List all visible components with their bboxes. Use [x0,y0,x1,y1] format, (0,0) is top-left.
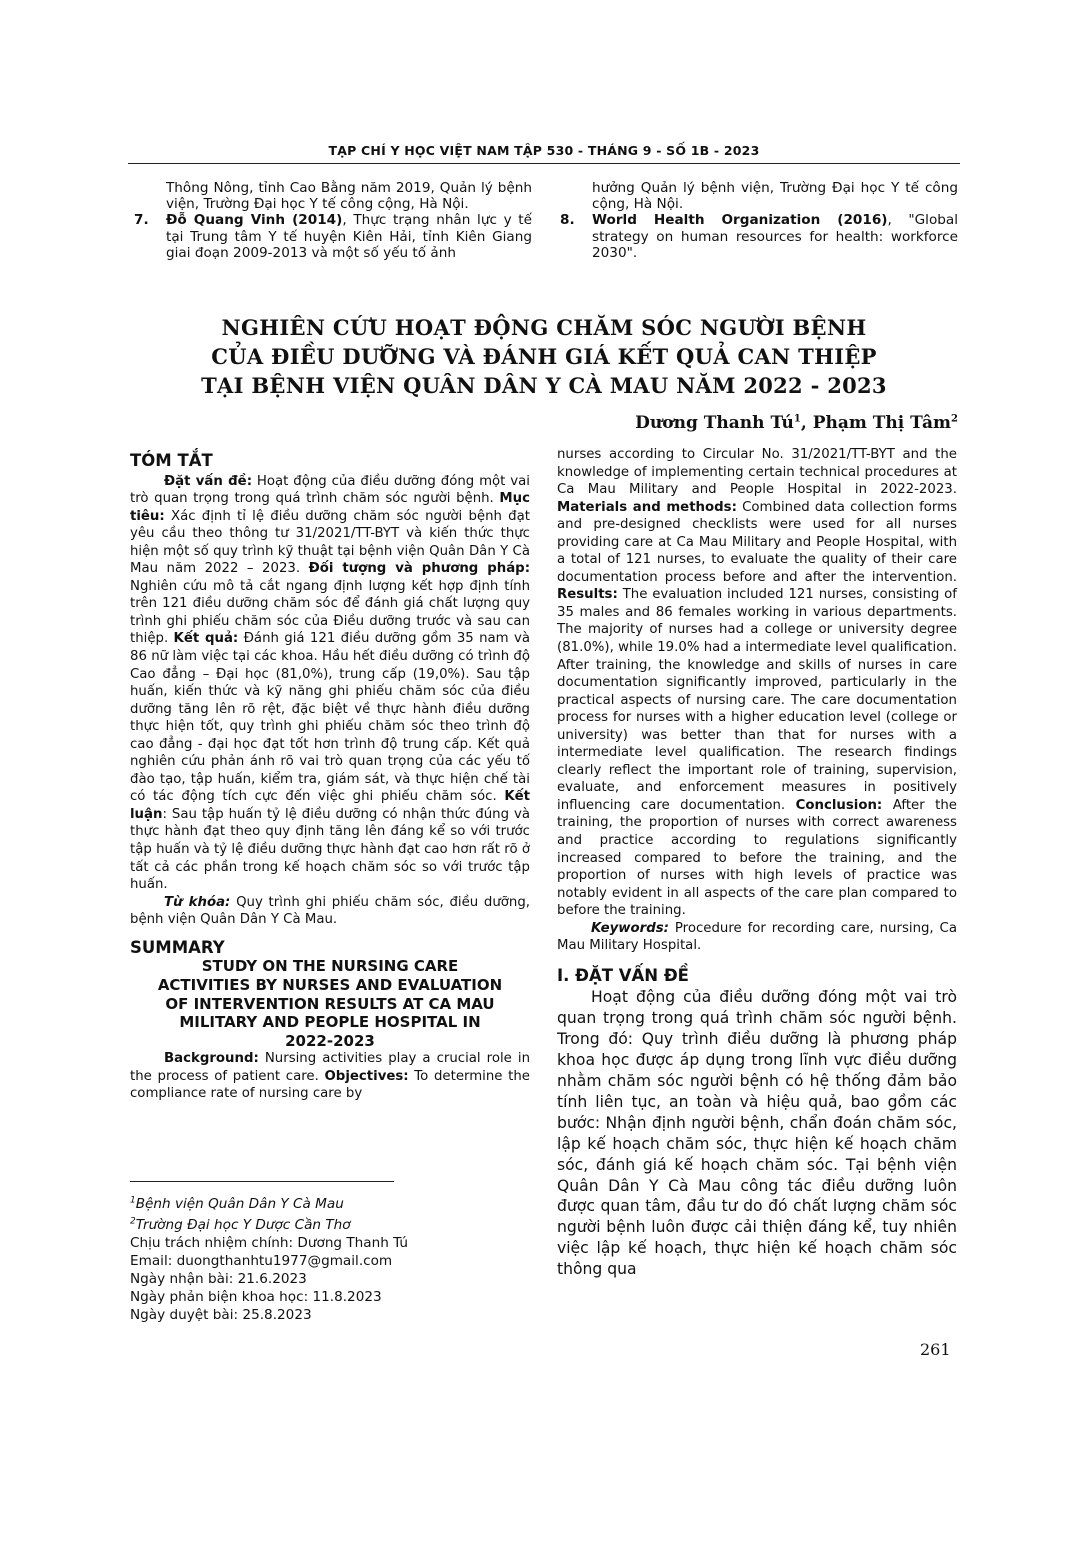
intro-heading: I. ĐẶT VẤN ĐỀ [557,965,689,985]
abstract-keywords: Từ khóa: Quy trình ghi phiếu chăm sóc, điều dưỡng, bệnh viện Quân Dân Y Cà Mau. [130,894,530,928]
summary-paragraph-continued: nurses according to Circular No. 31/2021/TT-BYT and the knowledge of implementing certain technical procedures at Ca Mau Military and People Hospital in 2022-2023. Materials and methods: Combined data collection forms and pre-designed checklists were used for all nurses providing care at Ca Mau Military and People Hospital, with a total of 121 nurses, to evaluate the quality of their care documentation process before and after the intervention. Results: The evaluation included 121 nurses, consisting of 35 males and 86 females working in various departments. The majority of nurses had a college or university degree (81.0%), while 19.0% had a intermediate level qualification. After training, the knowledge and skills of nurses in care documentation significantly improved, particularly in the practical aspects of nursing care. The care documentation process for nurses with a higher education level (college or university) was better than that for nurses with a intermediate level qualification. The research findings clearly reflect the important role of training, supervision, evaluate, and enforcement measures in positively influencing care documentation. Conclusion: After the training, the proportion of nurses with correct awareness and practice according to regulations significantly increased compared to before the training, and the proportion of nurses with high levels of practice was notably evident in all aspects of the care plan compared to before the training. [557,447,958,919]
author-name: Phạm Thị Tâm [812,413,952,433]
left-column [130,452,530,1103]
corresponding-author: Chịu trách nhiệm chính: Dương Thanh Tú [130,1235,409,1252]
references-right [556,180,958,261]
reference-7-continuation: hưởng Quản lý bệnh viện, Trường Đại học Y tế công cộng, Hà Nội. [592,180,958,213]
page-number: 261 [920,1340,951,1359]
date-reviewed: Ngày phản biện khoa học: 11.8.2023 [130,1289,382,1306]
references-left [130,180,532,261]
affiliation-2: $^2$Trường Đại học Y Dược Cần Thơ [130,1216,351,1234]
abstract-paragraph: Đặt vấn đề: Hoạt động của điều dưỡng đóng một vai trò quan trọng trong quá trình chăm sóc người bệnh. Mục tiêu: Xác định tỉ lệ điều dưỡng chăm sóc người bệnh đạt yêu cầu theo thông tư 31/2021/TT-BYT và kiến thức thực hiện một số quy trình kỹ thuật tại bệnh viện Quân Dân Y Cà Mau năm 2022 – 2023. Đối tượng và phương pháp: Nghiên cứu mô tả cắt ngang định lượng kết hợp định tính trên 121 điều dưỡng chăm sóc để đánh giá chất lượng quy trình ghi phiếu chăm sóc của Điều dưỡng trước và sau can thiệp. Kết quả: Đánh giá 121 điều dưỡng gồm 35 nam và 86 nữ làm việc tại các khoa. Hầu hết điều dưỡng có trình độ Cao đẳng – Đại học (81,0%), trung cấp (19,0%). Sau tập huấn, kiến thức và kỹ năng ghi phiếu chăm sóc của điều dưỡng tăng lên rõ rệt, đặc biệt về thực hành điều dưỡng thực hiện tốt, quy trình ghi phiếu chăm sóc theo trình độ cao đẳng - đại học đạt tốt hơn trình độ trung cấp. Kết quả nghiên cứu phản ánh rõ vai trò quan trọng của các yếu tố đào tạo, tập huấn, kiểm tra, giám sát, và thực hiện chế tài có tác động tích cực đến việc ghi phiếu chăm sóc. Kết luận: Sau tập huấn tỷ lệ điều dưỡng có nhận thức đúng và thực hành đạt theo quy định tăng lên đáng kể so với trước tập huấn và tỷ lệ điều dưỡng thực hành đạt cao hơn rất rõ ở tất cả các phần trong kế hoạch chăm sóc so với trước tập huấn. [130,473,531,893]
date-accepted: Ngày duyệt bài: 25.8.2023 [130,1307,312,1324]
reference-number: 7. [134,212,149,229]
affiliation-1: $^1$Bệnh viện Quân Dân Y Cà Mau [130,1195,344,1212]
reference-author: Đỗ Quang Vinh (2014) [166,212,343,229]
running-header: TẠP CHÍ Y HỌC VIỆT NAM TẬP 530 - THÁNG 9 - SỐ 1B - 2023 [328,143,760,158]
summary-title: STUDY ON THE NURSING CARE ACTIVITIES BY NURSES AND EVALUATION OF INTERVENTION RESULTS AT CA MAU MILITARY AND PEOPLE HOSPITAL IN 2022-2023 [157,957,503,1050]
email: Email: duongthanhtu1977@gmail.com [130,1253,393,1270]
reference-7 [130,212,532,261]
date-received: Ngày nhận bài: 21.6.2023 [130,1271,307,1288]
reference-8 [556,212,958,261]
summary-paragraph-start: Background: Nursing activities play a crucial role in the process of patient care. Objectives: To determine the compliance rate of nursing care by [130,1051,530,1102]
authors: Dương Thanh $Tú^1$, Phạm Thị Tâm$^2$ [635,413,958,433]
article-title: NGHIÊN CỨU HOẠT ĐỘNG CHĂM SÓC NGƯỜI BỆNH CỦA ĐIỀU DƯỠNG VÀ ĐÁNH GIÁ KẾT QUẢ CAN THIỆP TẠI BỆNH VIỆN QUÂN DÂN Y CÀ MAU NĂM 2022 - 2023 [201,315,887,398]
reference-text: , Thực trạng nhân lực y tế tại Trung tâm Y tế huyện Kiên Hải, tỉnh Kiên Giang giai đoạn 2009-2013 và một số yếu tố ảnh [166,212,532,261]
summary-keywords: Keywords: Procedure for recording care, nursing, Ca Mau Military Hospital. [557,920,957,954]
reference-author: World Health Organization (2016) [592,212,888,229]
reference-number: 8. [560,212,575,229]
reference-text: , "Global strategy on human resources for health: workforce 2030". [592,212,959,261]
intro-paragraph: Hoạt động của điều dưỡng đóng một vai trò quan trọng trong quá trình chăm sóc người bệnh. Trong đó: Quy trình điều dưỡng là phương pháp khoa học được áp dụng trong lĩnh vực điều dưỡng nhằm chăm sóc người bệnh có hệ thống đảm bảo tính liên tục, an toàn và hiệu quả, bao gồm các bước: Nhận định người bệnh, chẩn đoán chăm sóc, lập kế hoạch chăm sóc, thực hiện kế hoạch chăm sóc, đánh giá kế hoạch chăm sóc. Tại bệnh viện Quân Dân Y Cà Mau công tác điều dưỡng luôn được quan tâm, đầu tư do đó chất lượng chăm sóc người bệnh luôn được cải thiện đáng kể, tuy nhiên việc lập kế hoạch, thực hiện kế hoạch chăm sóc thông qua [557,988,957,1279]
abstract-heading: TÓM TẮT [130,451,213,470]
header-rule [128,163,960,164]
right-column [557,446,957,1280]
footnote-rule [130,1181,394,1182]
author-name: Dương Thanh Tú [635,413,794,433]
reference-6-continuation: Thông Nông, tỉnh Cao Bằng năm 2019, Quản lý bệnh viện, Trường Đại học Y tế công cộng, Hà Nội. [166,180,532,213]
footnotes [130,1191,408,1324]
summary-heading: SUMMARY [130,937,225,957]
